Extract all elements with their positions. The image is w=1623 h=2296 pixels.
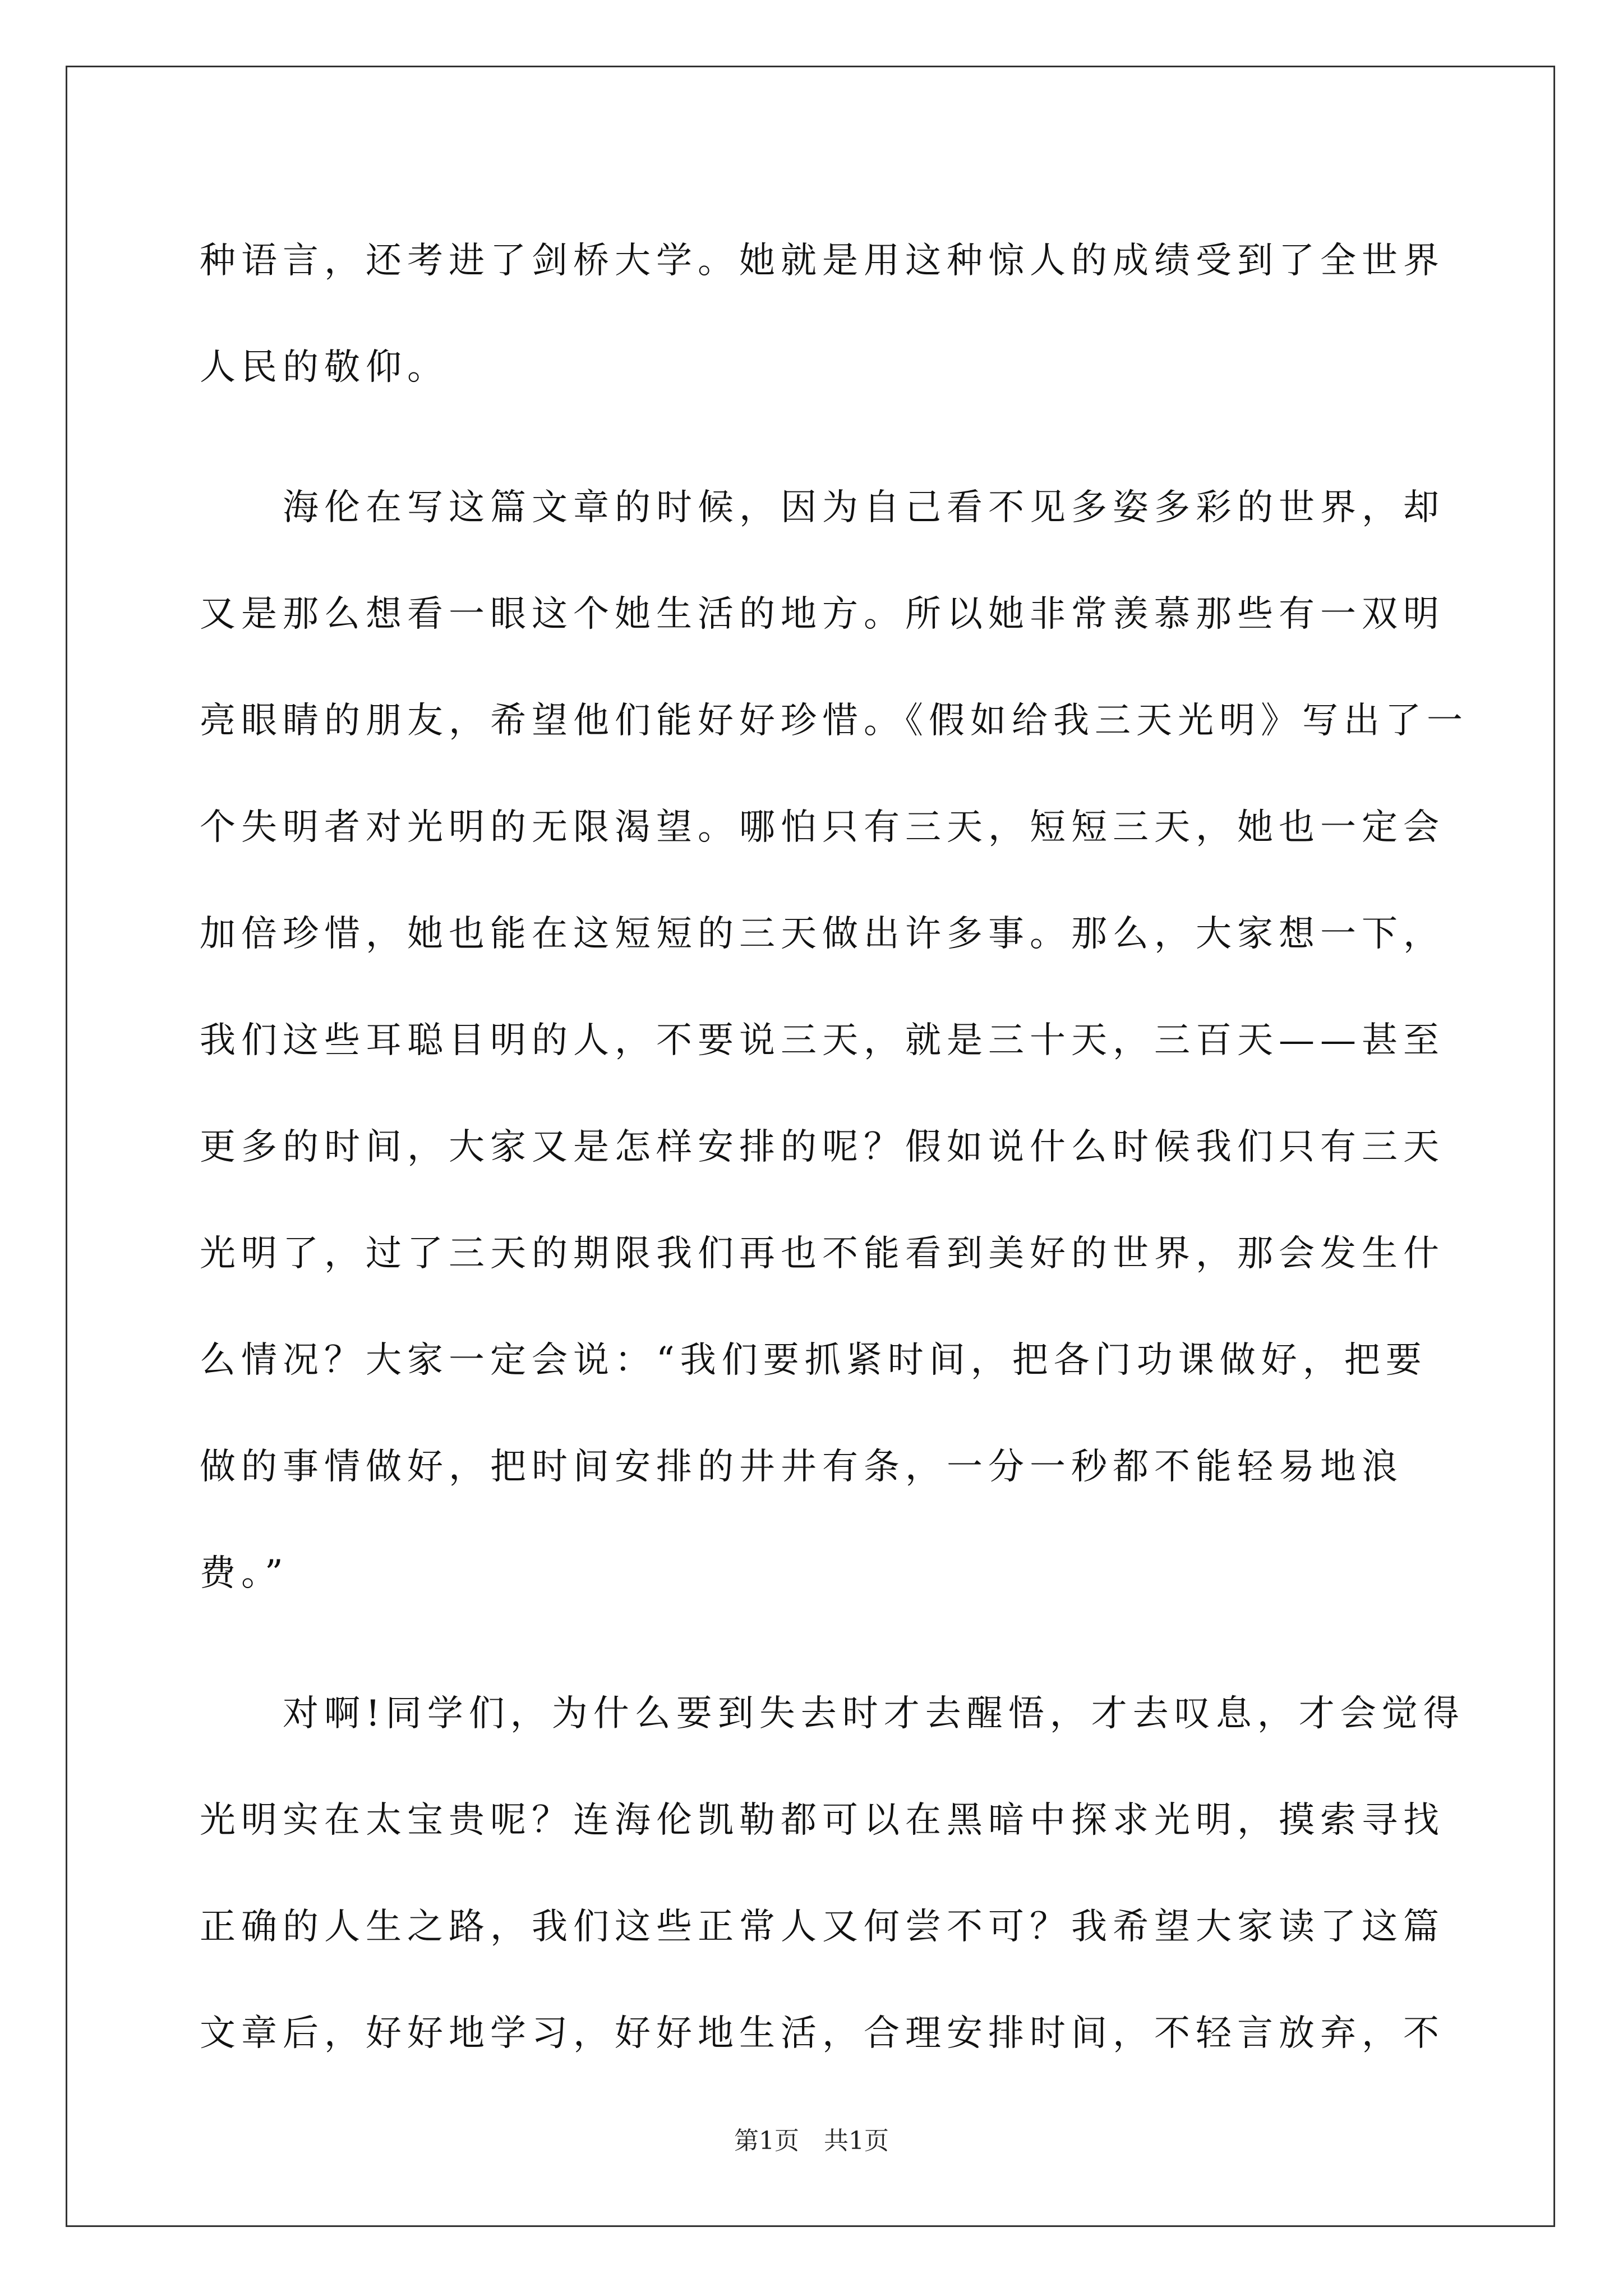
text-line: 种语言，还考进了剑桥大学。她就是用这种惊人的成绩受到了全世界 bbox=[200, 240, 1445, 282]
text-line: 对啊!同学们，为什么要到失去时才去醒悟，才去叹息，才会觉得 bbox=[200, 1693, 1465, 1734]
text-line: 海伦在写这篇文章的时候，因为自己看不见多姿多彩的世界，却 bbox=[200, 487, 1445, 528]
text-line: 加倍珍惜，她也能在这短短的三天做出许多事。那么，大家想一下， bbox=[200, 913, 1445, 955]
text-line: 亮眼睛的朋友，希望他们能好好珍惜。《假如给我三天光明》写出了一 bbox=[200, 700, 1468, 742]
page-footer bbox=[0, 2120, 1623, 2156]
text-line: 费。” bbox=[200, 1553, 289, 1594]
page-total: 共1页 bbox=[824, 2127, 889, 2155]
text-line: 文章后，好好地学习，好好地生活，合理安排时间，不轻言放弃，不 bbox=[200, 2013, 1445, 2054]
text-line: 人民的敬仰。 bbox=[200, 347, 449, 388]
text-line: 个失明者对光明的无限渴望。哪怕只有三天，短短三天，她也一定会 bbox=[200, 807, 1445, 848]
page-number: 第1页 bbox=[734, 2127, 799, 2155]
text-line: 光明实在太宝贵呢？连海伦凯勒都可以在黑暗中探求光明，摸索寻找 bbox=[200, 1800, 1445, 1841]
text-line: 光明了，过了三天的期限我们再也不能看到美好的世界，那会发生什 bbox=[200, 1233, 1445, 1274]
text-line: 正确的人生之路，我们这些正常人又何尝不可？我希望大家读了这篇 bbox=[200, 1906, 1445, 1948]
text-line: 么情况？大家一定会说：“我们要抓紧时间，把各门功课做好，把要 bbox=[200, 1340, 1427, 1381]
text-line: 我们这些耳聪目明的人，不要说三天，就是三十天，三百天——甚至 bbox=[200, 1020, 1445, 1061]
text-line: 做的事情做好，把时间安排的井井有条，一分一秒都不能轻易地浪 bbox=[200, 1446, 1403, 1488]
document-body bbox=[200, 208, 1468, 2087]
text-line: 更多的时间，大家又是怎样安排的呢？假如说什么时候我们只有三天 bbox=[200, 1126, 1445, 1168]
text-line: 又是那么想看一眼这个她生活的地方。所以她非常羡慕那些有一双明 bbox=[200, 593, 1445, 635]
